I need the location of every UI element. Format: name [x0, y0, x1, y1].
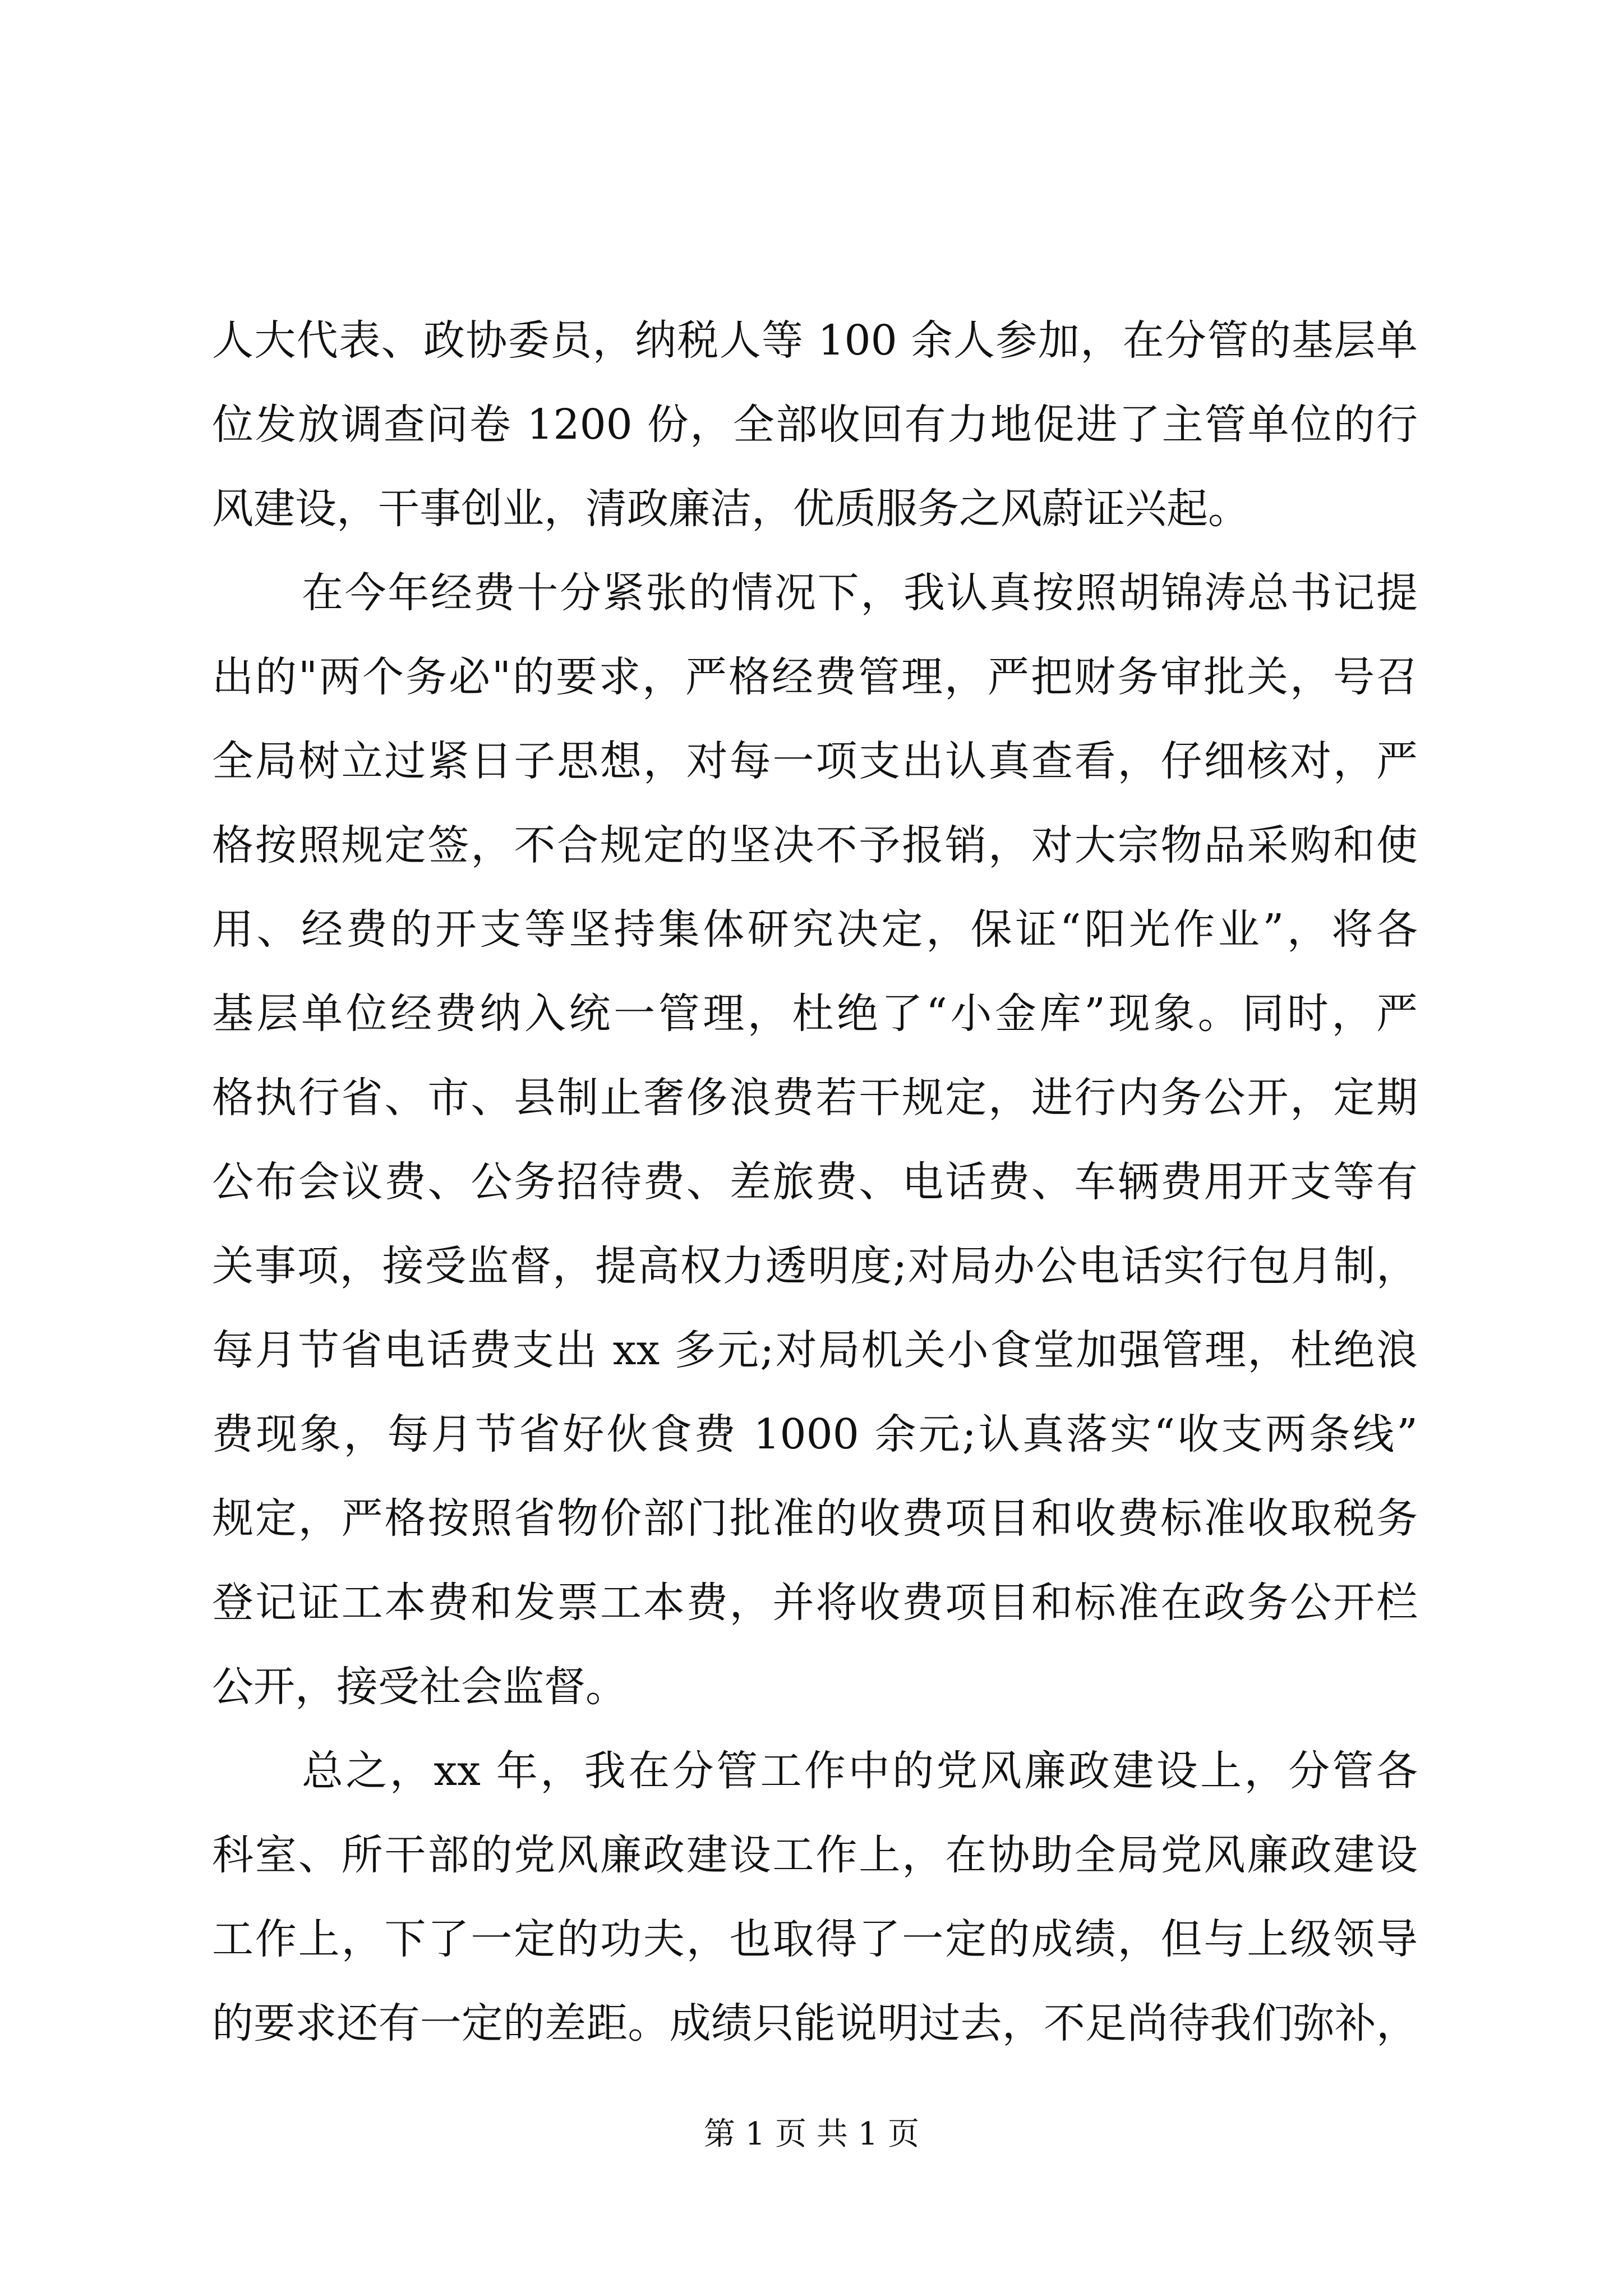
body-text: [212, 298, 1418, 2065]
text-line: 费现象，每月节省好伙食费 1000 余元;认真落实“收支两条线”: [212, 1410, 1418, 1458]
text-line: 工作上，下了一定的功夫，也取得了一定的成绩，但与上级领导: [212, 1915, 1418, 1963]
text-line: 风建设，干事创业，清政廉洁，优质服务之风蔚证兴起。: [212, 485, 1249, 533]
text-line: 出的"两个务必"的要求，严格经费管理，严把财务审批关，号召: [212, 653, 1418, 701]
text-line: 科室、所干部的党风廉政建设工作上，在协助全局党风廉政建设: [212, 1831, 1418, 1879]
text-line: 关事项，接受监督，提高权力透明度;对局办公电话实行包月制，: [212, 1242, 1418, 1290]
text-line: 格执行省、市、县制止奢侈浪费若干规定，进行内务公开，定期: [212, 1074, 1418, 1122]
text-line: 人大代表、政协委员，纳税人等 100 余人参加，在分管的基层单: [212, 316, 1418, 365]
text-line: 基层单位经费纳入统一管理，杜绝了“小金库”现象。同时，严: [212, 990, 1418, 1038]
page-footer: 第 1 页 共 1 页: [703, 2116, 920, 2152]
text-line: 位发放调查问卷 1200 份，全部收回有力地促进了主管单位的行: [212, 401, 1418, 449]
text-line: 格按照规定签，不合规定的坚决不予报销，对大宗物品采购和使: [212, 821, 1418, 869]
text-line: 用、经费的开支等坚持集体研究决定，保证“阳光作业”，将各: [212, 905, 1418, 954]
text-line: 规定，严格按照省物价部门批准的收费项目和收费标准收取税务: [212, 1494, 1418, 1543]
text-line: 每月节省电话费支出 xx 多元;对局机关小食堂加强管理，杜绝浪: [212, 1326, 1418, 1374]
text-line: 的要求还有一定的差距。成绩只能说明过去，不足尚待我们弥补，: [212, 1999, 1418, 2047]
text-line: 登记证工本费和发票工本费，并将收费项目和标准在政务公开栏: [212, 1579, 1418, 1627]
paragraph-start-line: 在今年经费十分紧张的情况下，我认真按照胡锦涛总书记提: [302, 569, 1418, 617]
paragraph-start-line: 总之，xx 年，我在分管工作中的党风廉政建设上，分管各: [302, 1747, 1418, 1795]
text-line: 公布会议费、公务招待费、差旅费、电话费、车辆费用开支等有: [212, 1158, 1418, 1206]
text-line: 全局树立过紧日子思想，对每一项支出认真查看，仔细核对，严: [212, 737, 1418, 785]
text-line: 公开，接受社会监督。: [212, 1663, 627, 1711]
